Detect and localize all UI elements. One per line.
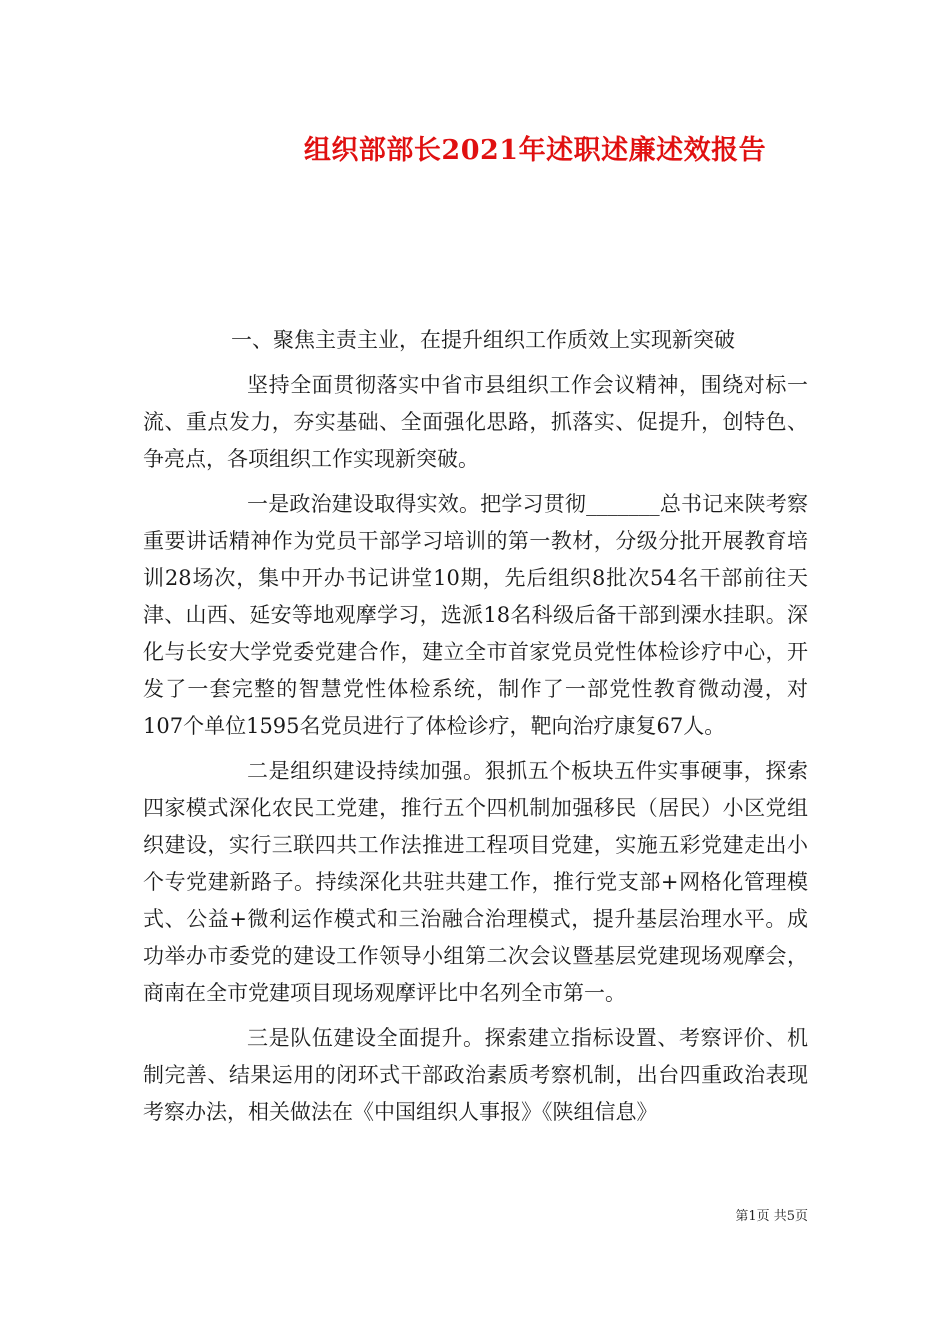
paragraph-political: 一是政治建设取得实效。把学习贯彻_______总书记来陕考察重要讲话精神作为党员干部学习培训的第一教材，分级分批开展教育培训28场次，集中开办书记讲堂10期，先后组织8批次54名干部前往天津、山西、延安等地观摩学习，选派18名科级后备干部到溧水挂职。深化与长安大学党委党建合作，建立全市首家党员党性体检诊疗中心，开发了一套完整的智慧党性体检系统，制作了一部党性教育微动漫，对107个单位1595名党员进行了体检诊疗，靶向治疗康复67人。 — [143, 492, 808, 738]
paragraph-organization: 二是组织建设持续加强。狠抓五个板块五件实事硬事，探索四家模式深化农民工党建，推行五个四机制加强移民（居民）小区党组织建设，实行三联四共工作法推进工程项目党建，实施五彩党建走出小个专党建新路子。持续深化共驻共建工作，推行党支部+网格化管理模式、公益+微利运作模式和三治融合治理模式，提升基层治理水平。成功举办市委党的建设工作领导小组第二次会议暨基层党建现场观摩会，商南在全市党建项目现场观摩评比中名列全市第一。 — [143, 759, 808, 1005]
section-heading: 一、聚焦主责主业，在提升组织工作质效上实现新突破 — [231, 328, 735, 352]
document-body — [143, 322, 808, 1139]
paragraph-intro: 坚持全面贯彻落实中省市县组织工作会议精神，围绕对标一流、重点发力，夯实基础、全面强化思路，抓落实、促提升，创特色、争亮点，各项组织工作实现新突破。 — [143, 373, 808, 471]
document-title: 组织部部长2021年述职述廉述效报告 — [303, 135, 767, 166]
page-number: 第1页 共5页 — [735, 1209, 808, 1224]
paragraph-team: 三是队伍建设全面提升。探索建立指标设置、考察评价、机制完善、结果运用的闭环式干部政治素质考察机制，出台四重政治表现考察办法，相关做法在《中国组织人事报》《陕组信息》 — [143, 1026, 808, 1124]
